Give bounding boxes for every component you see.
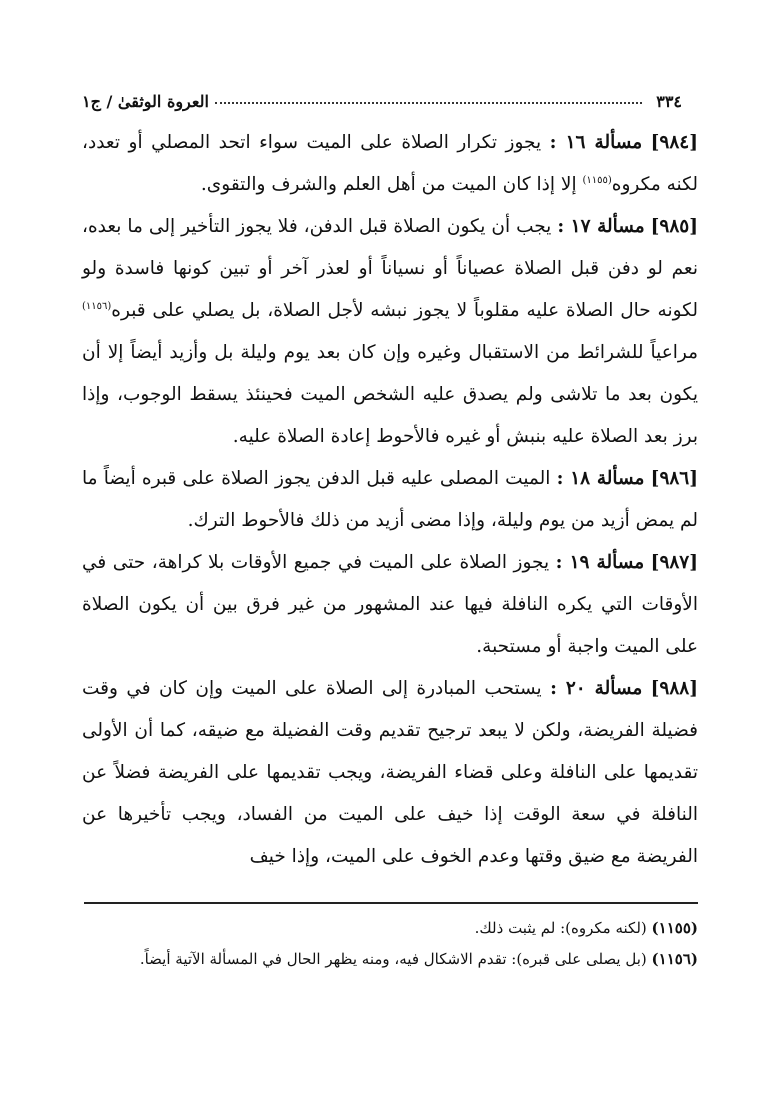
footnote-number: (١١٥٦) (651, 950, 698, 968)
paragraph-text: يستحب المبادرة إلى الصلاة على الميت وإن كان في وقت فضيلة الفريضة، ولكن لا يبعد ترجيح تقديم وقت الفضيلة مع ضيقه، كما أن الأولى تقديمها على النافلة وعلى قضاء الفريضة، ويجب تقديمها على الفريضة فضلاً عن النافلة في سعة الوقت إذا خيف على الميت من الفساد، ويجب تأخيرها عن الفريضة مع ضيق وقتها وعدم الخوف على الميت، وإذا خيف (82, 678, 698, 867)
item-number: [٩٨٥] (650, 216, 698, 237)
paragraph-text-continued: إلا إذا كان الميت من أهل العلم والشرف والتقوى. (200, 174, 583, 195)
footnote-divider (84, 902, 698, 904)
paragraph-text: يجوز الصلاة على الميت في جميع الأوقات بلا كراهة، حتى في الأوقات التي يكره النافلة فيها عند المشهور من غير فرق بين أن يكون الصلاة على الميت واجبة أو مستحبة. (82, 552, 698, 657)
masala-paragraph (82, 122, 698, 206)
masala-label: مسألة ١٧ : (557, 216, 645, 237)
footnote (82, 913, 698, 944)
footnote-text: (لكنه مكروه): لم يثبت ذلك. (474, 919, 647, 937)
paragraph-text: يجب أن يكون الصلاة قبل الدفن، فلا يجوز التأخير إلى ما بعده، نعم لو دفن قبل الصلاة عصياناً أو نسياناً أو لعذر آخر أو تبين كونها فاسدة ولو لكونه حال الصلاة عليه مقلوباً لا يجوز نبشه لأجل الصلاة، بل يصلي على قبره (82, 216, 698, 321)
header-leader-dots (215, 102, 642, 104)
item-number: [٩٨٧] (650, 552, 699, 573)
footnotes (82, 913, 698, 975)
masala-paragraph (82, 668, 698, 878)
footnote-ref: (١١٥٥) (582, 174, 612, 186)
item-number: [٩٨٤] (650, 132, 698, 153)
item-number: [٩٨٦] (650, 468, 699, 489)
page-number: ٣٣٤ (656, 91, 682, 111)
item-number: [٩٨٨] (650, 678, 698, 699)
footnote-text: (بل يصلى على قبره): تقدم الاشكال فيه، ومنه يظهر الحال في المسألة الآتية أيضاً. (139, 950, 647, 968)
paragraph-text-continued: مراعياً للشرائط من الاستقبال وغيره وإن كان بعد يوم وليلة بل وأزيد أيضاً إلا أن يكون بعد ما تلاشى ولم يصدق عليه الشخص الميت فحينئذ يسقط الوجوب، وإذا برز بعد الصلاة عليه بنبش أو غيره فالأحوط إعادة الصلاة عليه. (82, 342, 698, 447)
masala-paragraph (82, 206, 698, 458)
masala-paragraph (82, 542, 698, 668)
book-title: العروة الوثقىٰ / ج١ (82, 91, 209, 111)
running-header (82, 88, 682, 114)
masala-label: مسألة ١٩ : (555, 552, 645, 573)
masala-label: مسألة ١٦ : (549, 132, 643, 153)
masala-label: مسألة ٢٠ : (550, 678, 643, 699)
masala-label: مسألة ١٨ : (556, 468, 645, 489)
paragraph-text: يجوز تكرار الصلاة على الميت سواء اتحد المصلي أو تعدد، لكنه مكروه (82, 132, 698, 195)
main-text (82, 122, 698, 878)
masala-paragraph (82, 458, 698, 542)
footnote-number: (١١٥٥) (651, 919, 698, 937)
footnote-ref: (١١٥٦) (82, 300, 112, 312)
footnote (82, 944, 698, 975)
paragraph-text: الميت المصلى عليه قبل الدفن يجوز الصلاة على قبره أيضاً ما لم يمض أزيد من يوم وليلة، وإذا مضى أزيد من ذلك فالأحوط الترك. (82, 468, 698, 531)
